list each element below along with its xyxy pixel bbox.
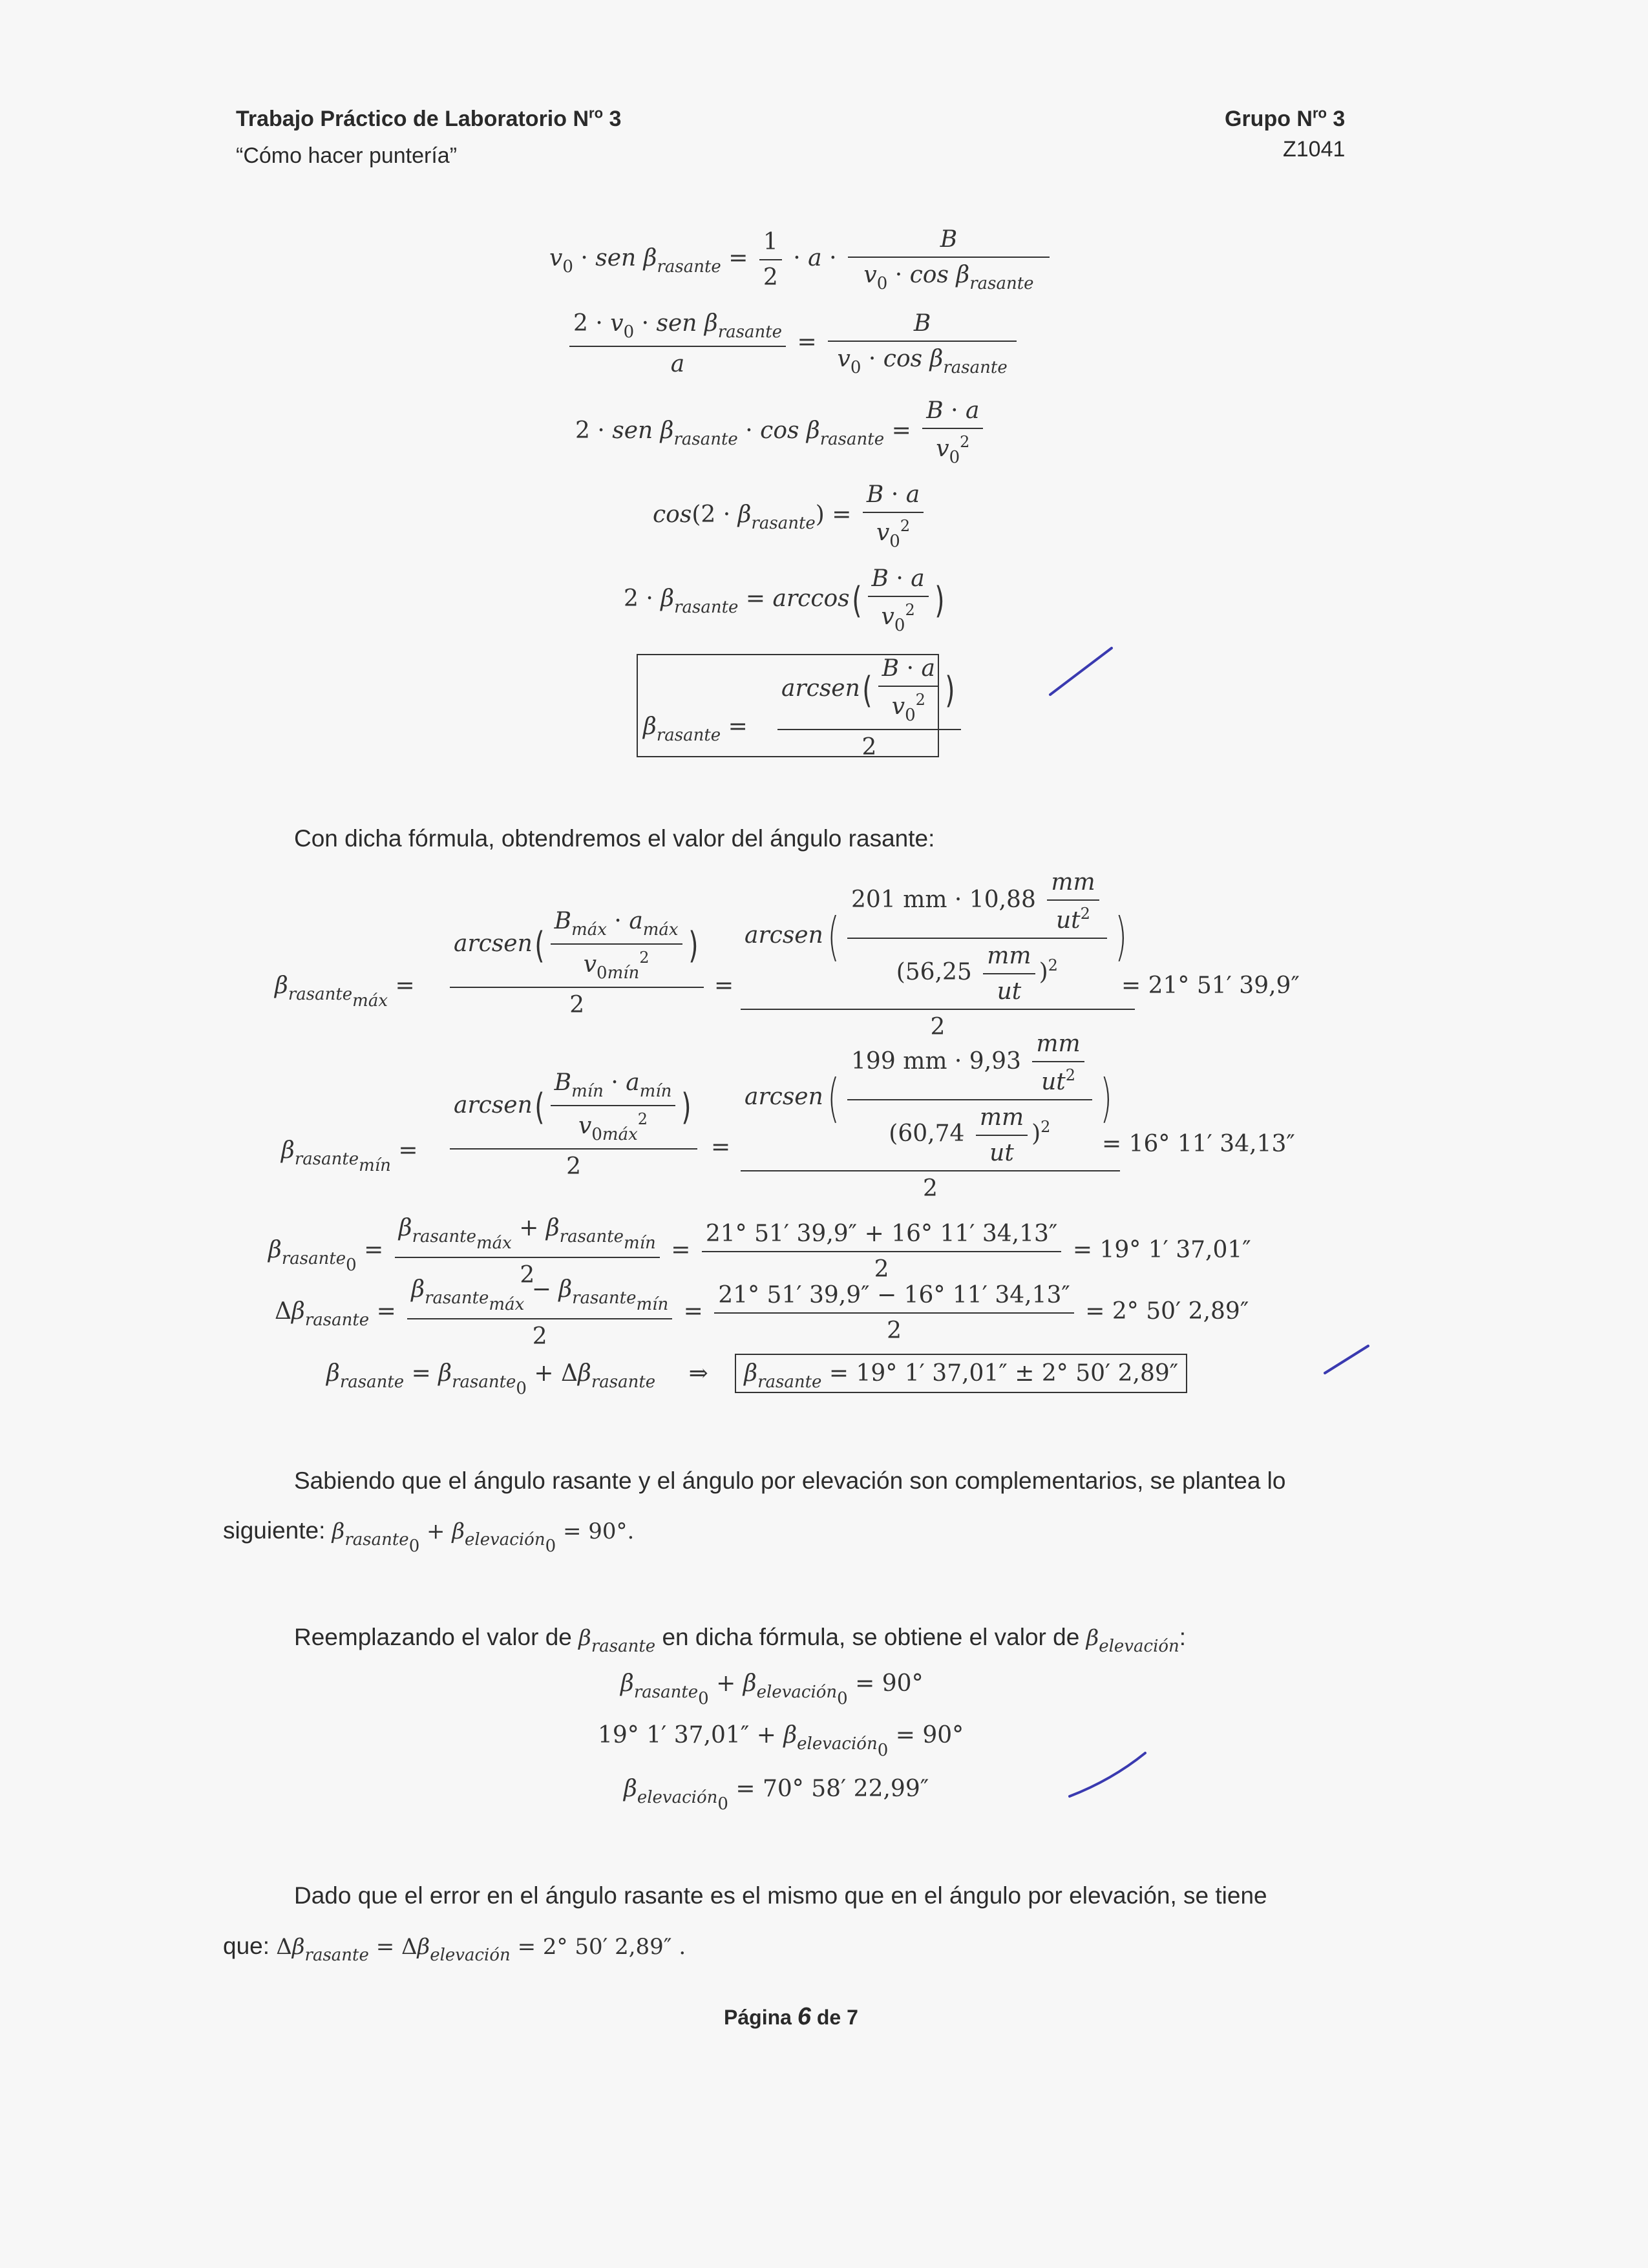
header-group: Grupo $N^{ro}$ 3 <box>1225 105 1346 132</box>
elevation-result: $\beta_{elevación_0} = 70^\circ$ 58′ 22,99″ <box>624 1776 929 1814</box>
equation-1: $v_0$ · sen $\beta_{rasante}$ = $\frac{1}{2}$ · a · $\frac{B}{v_0 \cdot \cos \beta_{rasante}}$ <box>549 226 1053 293</box>
beta-zero-eq: $\beta_{rasante_0}$ = $\frac{\beta_{rasante_{máx}} + \beta_{rasante_{mín}}}{2}$ = $\frac{21^\circ 51' 39,9'' + 16^\circ 11' 34,13''}{2}$ = 19° 1′ 37,01″ <box>268 1215 1251 1288</box>
final-result-line: $\beta_{rasante} = \beta_{rasante_0} + \Delta\beta_{rasante}$ ⇒ $\beta_{rasante} = 19^\circ$ 1′ 37,01″ ± 2° 50′ 2,89″ <box>326 1360 1187 1398</box>
beta-min-numeric: arcsen( 199 mm · 9,93 $\frac{mm}{ut^2}$ (60,74 $\frac{mm}{ut}$ )$^2$ ) 2 <box>737 1031 1124 1202</box>
equals-2: = <box>711 1134 731 1160</box>
paragraph-1-line-2: siguiente: $\beta_{rasante_0} + \beta_{elevación_0} = 90^\circ$. <box>223 1517 635 1556</box>
paragraph-3-line-2: que: $\Delta\beta_{rasante} = \Delta\beta_{elevación} = 2^\circ$ 50′ 2,89″ . <box>223 1933 686 1965</box>
elevation-eq-1: $\beta_{rasante_0} + \beta_{elevación_0} = 90^\circ$ <box>620 1670 924 1708</box>
boxed-formula: $\beta_{rasante}$ = arcsen( $\frac{B \cdot a}{v_0^2}$ ) 2 <box>637 654 939 757</box>
beta-max-label: $\beta_{rasante_{máx}}$ = <box>275 972 415 1011</box>
header-code: Z1041 <box>1283 137 1346 162</box>
page-footer: Página 6 de 7 <box>724 2003 858 2030</box>
delta-beta-eq: $\Delta\beta_{rasante}$ = $\frac{\beta_{rasante_{máx}} - \beta_{rasante_{mín}}}{2}$ = $\frac{21^\circ 51' 39,9'' - 16^\circ 11' 34,13''}{2}$ = 2° 50′ 2,89″ <box>275 1276 1249 1350</box>
paragraph-3-line-1: Dado que el error en el ángulo rasante es el mismo que en el ángulo por elevación, se tiene <box>294 1882 1267 1909</box>
intro-text: Con dicha fórmula, obtendremos el valor del ángulo rasante: <box>294 825 935 852</box>
header-title: Trabajo Práctico de Laboratorio $N^{ro}$ 3 <box>236 105 622 132</box>
beta-min-label: $\beta_{rasante_{mín}}$ = <box>281 1137 418 1175</box>
check-mark-2 <box>1322 1341 1373 1380</box>
final-result-box: $\beta_{rasante} = 19^\circ$ 1′ 37,01″ ± 2° 50′ 2,89″ <box>735 1354 1187 1393</box>
check-mark-1 <box>1047 643 1118 701</box>
beta-min-formula: arcsen( $\frac{B_{mín} \cdot a_{mín}}{v_{0máx}^2}$ ) 2 <box>446 1069 701 1180</box>
equals-1: = <box>714 972 734 999</box>
paragraph-1-line-1: Sabiendo que el ángulo rasante y el ángulo por elevación son complementarios, se plantea lo <box>294 1467 1286 1494</box>
beta-max-result: = 21° 51′ 39,9″ <box>1121 972 1300 999</box>
header-subtitle: “Cómo hacer puntería” <box>236 143 458 168</box>
equation-3: 2 · sen $\beta_{rasante} \cdot \cos \beta_{rasante}$ = $\frac{B \cdot a}{v_0^2}$ <box>575 397 987 467</box>
check-mark-3 <box>1066 1748 1150 1803</box>
equation-4: $\cos(2 \cdot \beta_{rasante})$ = $\frac{B \cdot a}{v_0^2}$ <box>653 481 927 551</box>
paragraph-2: Reemplazando el valor de $\beta_{rasante}$ en dicha fórmula, se obtiene el valor de $\beta_{elevación}$: <box>294 1624 1187 1656</box>
elevation-eq-2: 19° 1′ $37,01'' + \beta_{elevación_0} = 90^\circ$ <box>598 1722 964 1760</box>
equation-5: $2 \cdot \beta_{rasante} = \arccos$( $\frac{B \cdot a}{v_0^2}$ ) <box>624 565 945 635</box>
equation-2: $\frac{2 \cdot v_0 \cdot sen \beta_{rasante}}{a}$ = $\frac{B}{v_0 \cdot \cos \beta_{rasante}}$ <box>565 310 1020 377</box>
beta-max-formula: arcsen( $\frac{B_{máx} \cdot a_{máx}}{v_{0mín}^2}$ ) 2 <box>446 908 708 1018</box>
beta-max-numeric: arcsen( 201 mm · 10,88 $\frac{mm}{ut^2}$ (56,25 $\frac{mm}{ut}$ )$^2$ ) 2 <box>737 869 1139 1040</box>
beta-min-result: = 16° 11′ 34,13″ <box>1102 1131 1295 1157</box>
